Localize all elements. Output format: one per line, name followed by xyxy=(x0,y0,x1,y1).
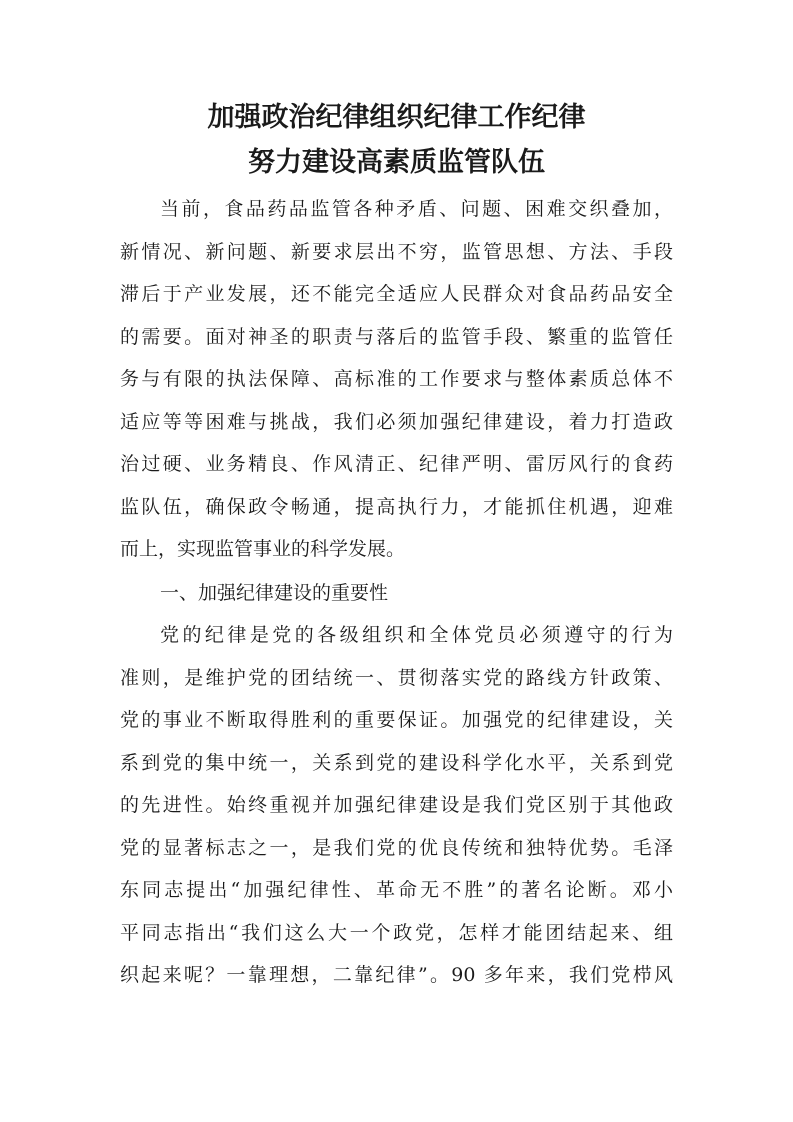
paragraph-line: 东同志提出“加强纪律性、革命无不胜”的著名论断。邓小 xyxy=(120,879,673,901)
paragraph-line: 织起来呢？一靠理想，二靠纪律”。90 多年来，我们党栉风 xyxy=(120,964,673,986)
paragraph-line: 务与有限的执法保障、高标准的工作要求与整体素质总体不 xyxy=(120,368,673,390)
section-heading: 一、加强纪律建设的重要性 xyxy=(160,582,389,604)
paragraph-line: 新情况、新问题、新要求层出不穷，监管思想、方法、手段 xyxy=(120,240,673,263)
paragraph-line: 准则，是维护党的团结统一、贯彻落实党的路线方针政策、 xyxy=(120,666,673,689)
paragraph-line: 滞后于产业发展，还不能完全适应人民群众对食品药品安全 xyxy=(120,283,673,305)
paragraph-line: 党的纪律是党的各级组织和全体党员必须遵守的行为 xyxy=(160,624,673,646)
paragraph-line: 系到党的集中统一，关系到党的建设科学化水平，关系到党 xyxy=(120,751,673,774)
paragraph-line: 监队伍，确保政令畅通，提高执行力，才能抓住机遇，迎难 xyxy=(120,495,673,518)
paragraph-1 xyxy=(120,188,673,571)
paragraph-line: 而上，实现监管事业的科学发展。 xyxy=(120,538,406,560)
paragraph-line: 治过硬、业务精良、作风清正、纪律严明、雷厉风行的食药 xyxy=(120,453,673,475)
paragraph-line: 当前，食品药品监管各种矛盾、问题、困难交织叠加， xyxy=(160,198,673,220)
paragraph-2 xyxy=(120,614,673,997)
paragraph-line: 平同志指出“我们这么大一个政党，怎样才能团结起来、组 xyxy=(120,921,673,944)
paragraph-line: 的需要。面对神圣的职责与落后的监管手段、繁重的监管任 xyxy=(120,325,673,348)
paragraph-line: 的先进性。始终重视并加强纪律建设是我们党区别于其他政 xyxy=(120,794,673,816)
document-title-line-2: 努力建设高素质监管队伍 xyxy=(248,147,545,178)
document-title-line-1: 加强政治纪律组织纪律工作纪律 xyxy=(207,102,586,133)
paragraph-line: 适应等等困难与挑战，我们必须加强纪律建设，着力打造政 xyxy=(120,410,673,433)
paragraph-line: 党的显著标志之一，是我们党的优良传统和独特优势。毛泽 xyxy=(120,836,673,859)
paragraph-line: 党的事业不断取得胜利的重要保证。加强党的纪律建设，关 xyxy=(120,709,673,731)
